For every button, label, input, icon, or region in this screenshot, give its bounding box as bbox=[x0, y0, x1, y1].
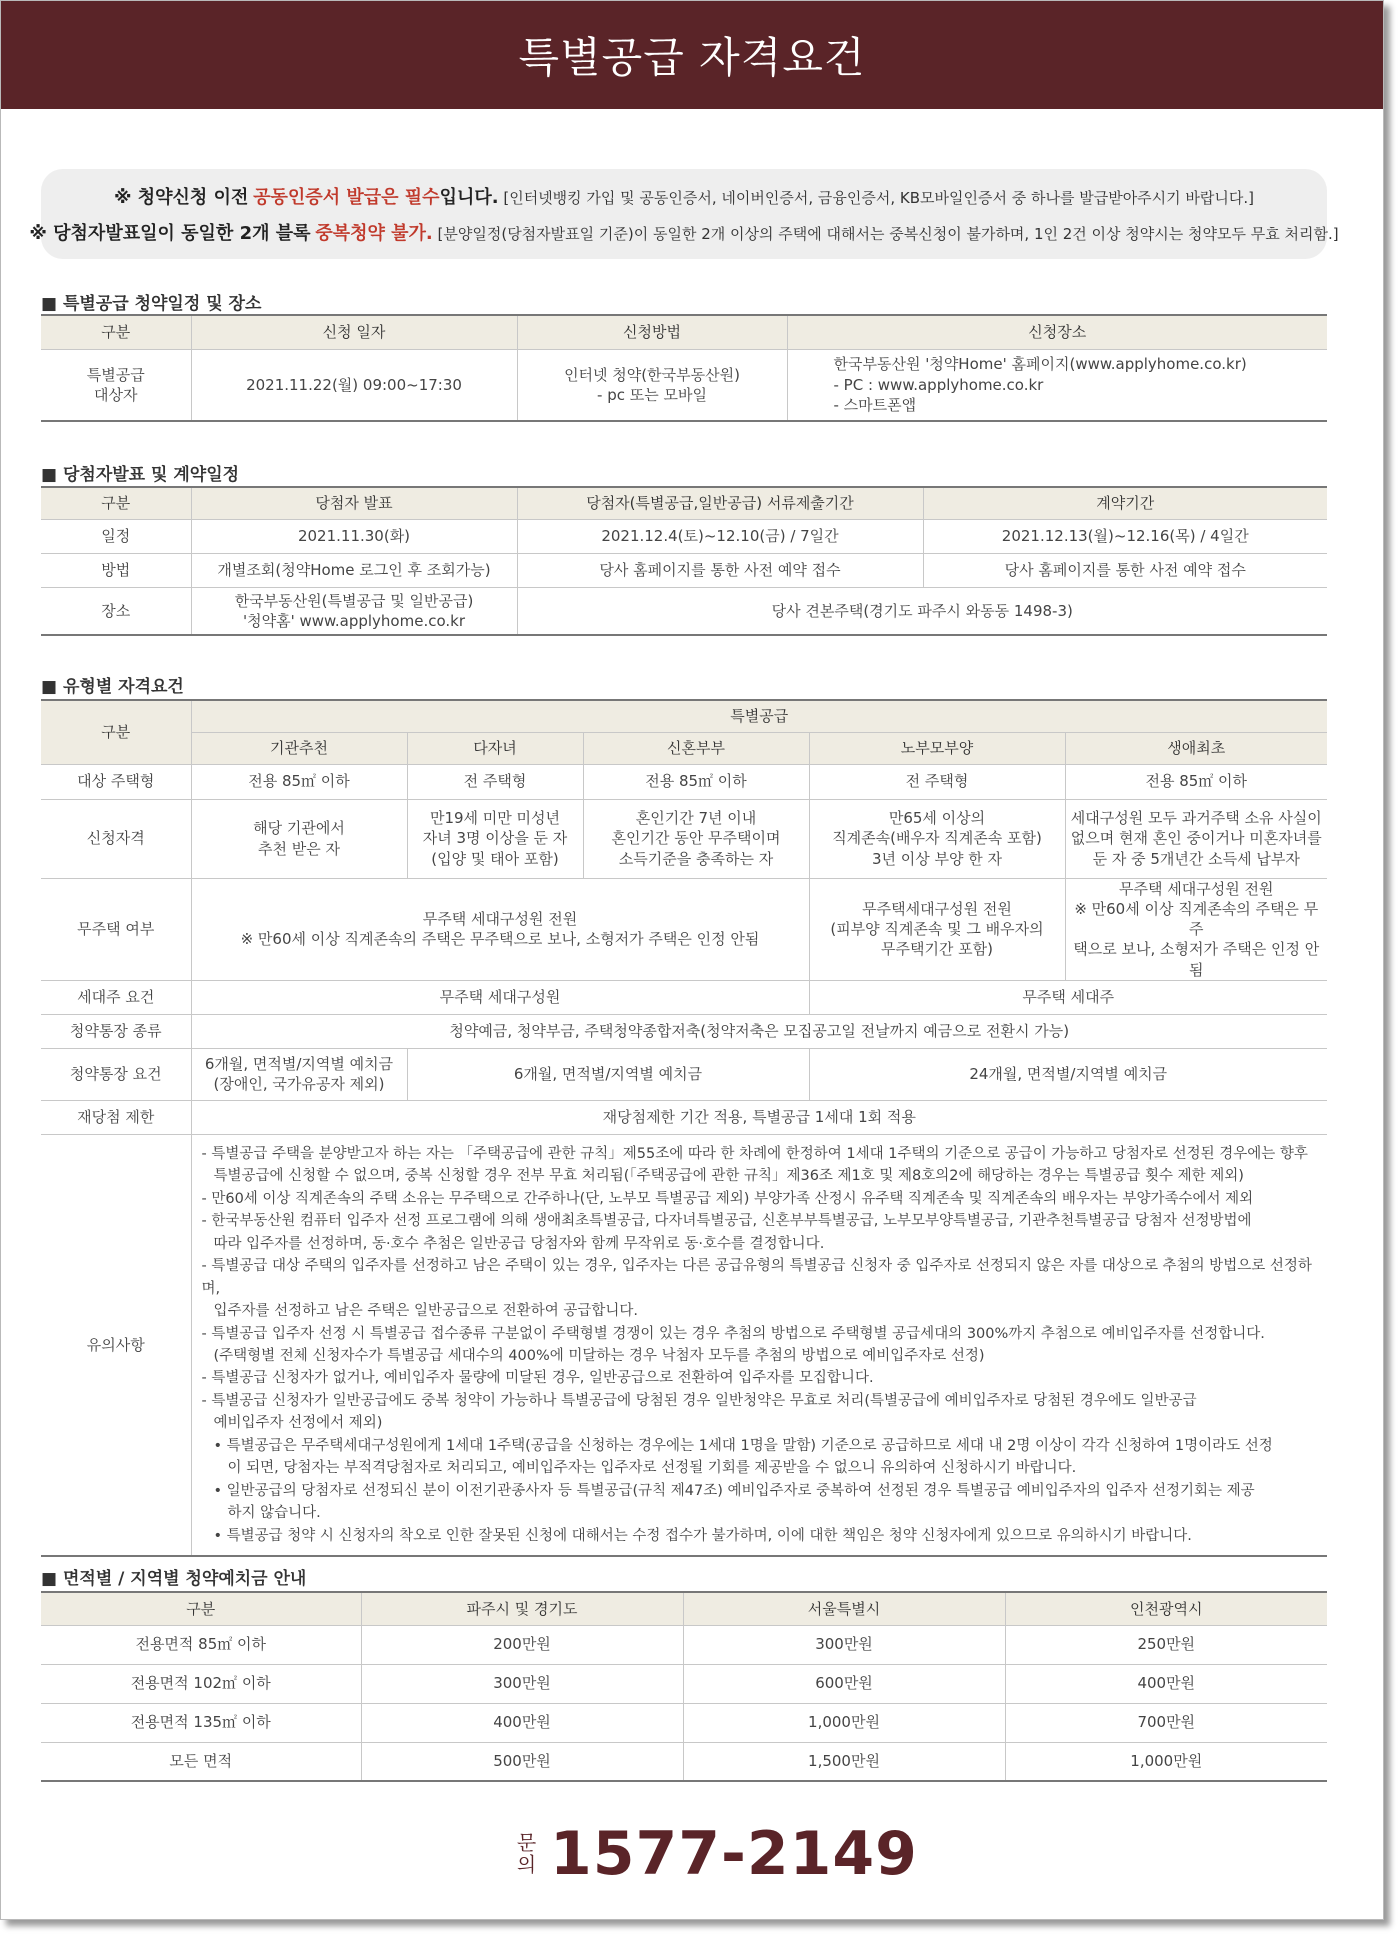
table-cell bbox=[191, 799, 407, 878]
row-label: 대상 주택형 bbox=[41, 764, 191, 799]
note-line: - 만60세 이상 직계존속의 주택 소유는 무주택으로 간주하나(단, 노부모 특별공급 제외) 부양가족 산정시 유주택 직계존속 및 직계존속의 배우자는 부양가족수에서 제외 bbox=[201, 1190, 1254, 1207]
row-label: 신청자격 bbox=[41, 799, 191, 878]
row-label: 방법 bbox=[41, 553, 191, 587]
table-cell: 재당첨제한 기간 적용, 특별공급 1세대 1회 적용 bbox=[191, 1100, 1327, 1134]
type-header: 생애최초 bbox=[1065, 732, 1327, 764]
table-cell: 1,500만원 bbox=[683, 1742, 1005, 1781]
note-line: - 특별공급 대상 주택의 입주자를 선정하고 남은 주택이 있는 경우, 입주자는 다른 공급유형의 특별공급 신청자 중 입주자로 선정되지 않은 자를 대상으로 추첨의 방법으로 선정하며, bbox=[201, 1258, 1312, 1297]
col-header: 인천광역시 bbox=[1005, 1592, 1327, 1625]
cell-line: ※ 만60세 이상 직계존속의 주택은 무주택으로 보나, 소형저가 주택은 인정 안됨 bbox=[240, 930, 760, 949]
notice-box bbox=[29, 169, 1339, 259]
table-cell: 당사 홈페이지를 통한 사전 예약 접수 bbox=[517, 553, 923, 587]
table-cell: 모든 면적 bbox=[41, 1742, 361, 1781]
cell-line: 3년 이상 부양 한 자 bbox=[871, 849, 1003, 868]
section-title-qualifications: ■ 유형별 자격요건 bbox=[41, 677, 184, 697]
place-line: - 스마트폰앱 bbox=[833, 395, 917, 414]
table-cell: 전용 85㎡ 이하 bbox=[1065, 764, 1327, 799]
type-header: 신혼부부 bbox=[583, 732, 809, 764]
row-label: 세대주 요건 bbox=[41, 980, 191, 1014]
table-cell bbox=[583, 799, 809, 878]
table-cell: 1,000만원 bbox=[683, 1703, 1005, 1742]
cell-line: (장애인, 국가유공자 제외) bbox=[213, 1075, 385, 1094]
notice-line-2 bbox=[29, 219, 1338, 245]
page-header bbox=[1, 1, 1383, 109]
row-label: 무주택 여부 bbox=[41, 878, 191, 980]
note-line: • 일반공급의 당첨자로 선정되신 분이 이전기관종사자 등 특별공급(규칙 제47조) 예비입주자로 중복하여 선정된 경우 특별공급 예비입주자의 입주자 선정기회는 제공 bbox=[213, 1482, 1255, 1499]
col-header: 서울특별시 bbox=[683, 1592, 1005, 1625]
cell-line: 무주택 세대구성원 전원 bbox=[422, 909, 578, 928]
table-cell: 청약예금, 청약부금, 주택청약종합저축(청약저축은 모집공고일 전날까지 예금으로 전환시 가능) bbox=[191, 1014, 1327, 1048]
note-line: - 특별공급 신청자가 없거나, 예비입주자 물량에 미달된 경우, 일반공급으로 전환하여 입주자를 모집합니다. bbox=[201, 1370, 874, 1387]
cell-line: (피부양 직계존속 및 그 배우자의 bbox=[830, 920, 1044, 938]
cell-line: 무주택기간 포함) bbox=[880, 940, 994, 959]
note-line: • 특별공급 청약 시 신청자의 착오로 인한 잘못된 신청에 대해서는 수정 접수가 불가하며, 이에 대한 책임은 청약 신청자에게 있으므로 유의하시기 바랍니다. bbox=[213, 1527, 1192, 1544]
table-cell bbox=[191, 587, 517, 635]
note-line: (주택형별 전체 신청자수가 특별공급 세대수의 400%에 미달하는 경우 낙첨자 모두를 추첨의 방법으로 예비입주자로 선정) bbox=[213, 1347, 985, 1364]
contact-label: 문의 bbox=[513, 1832, 537, 1876]
col-header: 신청 일자 bbox=[191, 315, 517, 349]
table-cell bbox=[191, 1048, 407, 1100]
notice-1-bold2: 입니다. bbox=[439, 187, 499, 208]
table-cell bbox=[1065, 878, 1327, 980]
col-header: 당첨자 발표 bbox=[191, 487, 517, 519]
winners-table bbox=[41, 486, 1327, 636]
col-header: 특별공급 bbox=[191, 700, 1327, 732]
notice-2-bold: ※ 당첨자발표일이 동일한 2개 블록 bbox=[29, 223, 311, 244]
row-label: 일정 bbox=[41, 519, 191, 553]
contact-block bbox=[511, 1819, 918, 1889]
table-cell bbox=[1065, 799, 1327, 878]
method-line: 인터넷 청약(한국부동산원) bbox=[564, 365, 740, 384]
contact-number[interactable]: 1577-2149 bbox=[550, 1819, 918, 1889]
table-cell: 전용 85㎡ 이하 bbox=[583, 764, 809, 799]
cell-line: 만65세 이상의 bbox=[888, 809, 986, 828]
table-cell: 개별조회(청약Home 로그인 후 조회가능) bbox=[191, 553, 517, 587]
apply-place bbox=[787, 349, 1327, 421]
table-cell: 당사 견본주택(경기도 파주시 와동동 1498-3) bbox=[517, 587, 1327, 635]
cell-line: (입양 및 태아 포함) bbox=[431, 849, 559, 868]
type-header: 다자녀 bbox=[407, 732, 583, 764]
notice-line-1 bbox=[114, 183, 1254, 209]
table-cell bbox=[191, 878, 809, 980]
place-line: 한국부동산원 '청약Home' 홈페이지(www.applyhome.co.kr) bbox=[833, 355, 1247, 374]
table-cell: 200만원 bbox=[361, 1625, 683, 1664]
cell-line: 둔 자 중 5개년간 소득세 납부자 bbox=[1092, 849, 1300, 868]
notice-1-red: 공동인증서 발급은 필수 bbox=[253, 187, 440, 208]
row-label: 재당첨 제한 bbox=[41, 1100, 191, 1134]
notes-cell bbox=[191, 1134, 1327, 1556]
cell-line: 소득기준을 충족하는 자 bbox=[618, 849, 774, 868]
method-line: - pc 또는 모바일 bbox=[597, 385, 707, 404]
cell-line: 세대구성원 모두 과거주택 소유 사실이 bbox=[1070, 809, 1322, 828]
col-header: 파주시 및 경기도 bbox=[361, 1592, 683, 1625]
table-cell: 2021.11.30(화) bbox=[191, 519, 517, 553]
table-cell: 전 주택형 bbox=[407, 764, 583, 799]
table-cell: 600만원 bbox=[683, 1664, 1005, 1703]
table-cell: 2021.12.4(토)~12.10(금) / 7일간 bbox=[517, 519, 923, 553]
col-header: 신청방법 bbox=[517, 315, 787, 349]
note-line: - 특별공급 신청자가 일반공급에도 중복 청약이 가능하나 특별공급에 당첨된 경우 일반청약은 무효로 처리(특별공급에 예비입주자로 당첨된 경우에도 일반공급 bbox=[201, 1392, 1197, 1409]
cell-line: 무주택 세대구성원 전원 bbox=[1119, 879, 1274, 898]
table-cell: 전용 85㎡ 이하 bbox=[191, 764, 407, 799]
col-header: 당첨자(특별공급,일반공급) 서류제출기간 bbox=[517, 487, 923, 519]
type-header: 노부모부양 bbox=[809, 732, 1065, 764]
notice-1-rest: [인터넷뱅킹 가입 및 공동인증서, 네이버인증서, 금융인증서, KB모바일인증서 중 하나를 발급받아주시기 바랍니다.] bbox=[503, 189, 1254, 207]
table-cell: 전용면적 102㎡ 이하 bbox=[41, 1664, 361, 1703]
deposit-table bbox=[41, 1591, 1327, 1782]
table-cell: 1,000만원 bbox=[1005, 1742, 1327, 1781]
row-label: 장소 bbox=[41, 587, 191, 635]
cell-line: 혼인기간 7년 이내 bbox=[635, 809, 757, 828]
page-title: 특별공급 자격요건 bbox=[518, 33, 866, 82]
table-cell: 무주택 세대주 bbox=[809, 980, 1327, 1014]
note-line: - 한국부동산원 컴퓨터 입주자 선정 프로그램에 의해 생애최초특별공급, 다자녀특별공급, 신혼부부특별공급, 노부모부양특별공급, 기관추천특별공급 당첨자 선정방법에 bbox=[201, 1213, 1252, 1230]
cell-line: 택으로 보나, 소형저가 주택은 인정 안됨 bbox=[1073, 940, 1320, 979]
table-cell: 6개월, 면적별/지역별 예치금 bbox=[407, 1048, 809, 1100]
note-line: 특별공급에 신청할 수 없으며, 중복 신청할 경우 전부 무효 처리됨(「주택공급에 관한 규칙」제36조 제1호 및 제8호의2에 해당하는 경우는 특별공급 횟수 제한 제외) bbox=[213, 1168, 1244, 1185]
cell-line: '청약홈' www.applyhome.co.kr bbox=[242, 611, 466, 630]
row-label: 유의사항 bbox=[41, 1134, 191, 1556]
cell-line: 없으며 현재 혼인 중이거나 미혼자녀를 bbox=[1070, 829, 1322, 848]
place-line: - PC : www.applyhome.co.kr bbox=[833, 375, 1044, 394]
row-label: 청약통장 요건 bbox=[41, 1048, 191, 1100]
note-line: - 특별공급 입주자 선정 시 특별공급 접수종류 구분없이 주택형별 경쟁이 있는 경우 추첨의 방법으로 주택형별 공급세대의 300%까지 추첨으로 예비입주자를 선정합니다. bbox=[201, 1325, 1265, 1342]
section-title-winners: ■ 당첨자발표 및 계약일정 bbox=[41, 465, 240, 485]
note-line: 예비입주자 선정에서 제외) bbox=[213, 1415, 383, 1432]
table-cell: 무주택 세대구성원 bbox=[191, 980, 809, 1014]
qualifications-table bbox=[41, 699, 1327, 1557]
note-line: 이 되면, 당첨자는 부적격당첨자로 처리되고, 예비입주자는 입주자로 선정될 기회를 제공받을 수 없으니 유의하여 신청하시기 바랍니다. bbox=[227, 1460, 1077, 1477]
table-cell: 300만원 bbox=[361, 1664, 683, 1703]
table-cell: 당사 홈페이지를 통한 사전 예약 접수 bbox=[923, 553, 1327, 587]
table-cell: 700만원 bbox=[1005, 1703, 1327, 1742]
col-header: 신청장소 bbox=[787, 315, 1327, 349]
cell-line: 6개월, 면적별/지역별 예치금 bbox=[204, 1055, 394, 1073]
table-cell: 24개월, 면적별/지역별 예치금 bbox=[809, 1048, 1327, 1100]
table-cell: 400만원 bbox=[361, 1703, 683, 1742]
row-label: 청약통장 종류 bbox=[41, 1014, 191, 1048]
table-cell: 전용면적 85㎡ 이하 bbox=[41, 1625, 361, 1664]
note-line: - 특별공급 주택을 분양받고자 하는 자는 「주택공급에 관한 규칙」제55조에 따라 한 차례에 한정하여 1세대 1주택의 기준으로 공급이 가능하고 당첨자로 선정된 경우에는 향후 bbox=[201, 1145, 1308, 1162]
table-cell: 2021.12.13(월)~12.16(목) / 4일간 bbox=[923, 519, 1327, 553]
type-header: 기관추천 bbox=[191, 732, 407, 764]
note-line: 따라 입주자를 선정하며, 동·호수 추첨은 일반공급 당첨자와 함께 무작위로 동·호수를 결정합니다. bbox=[213, 1235, 825, 1252]
section-title-schedule: ■ 특별공급 청약일정 및 장소 bbox=[41, 294, 262, 314]
row-label bbox=[41, 349, 191, 421]
cell-line: 무주택세대구성원 전원 bbox=[862, 899, 1012, 918]
table-cell: 전용면적 135㎡ 이하 bbox=[41, 1703, 361, 1742]
schedule-table bbox=[41, 314, 1327, 422]
table-cell: 250만원 bbox=[1005, 1625, 1327, 1664]
label-line: 대상자 bbox=[94, 385, 138, 404]
table-cell: 500만원 bbox=[361, 1742, 683, 1781]
cell-line: 자녀 3명 이상을 둔 자 bbox=[422, 829, 568, 848]
table-cell: 400만원 bbox=[1005, 1664, 1327, 1703]
col-header: 구분 bbox=[41, 315, 191, 349]
notice-2-red: 중복청약 불가. bbox=[315, 223, 433, 244]
table-cell bbox=[809, 799, 1065, 878]
apply-method bbox=[517, 349, 787, 421]
cell-line: ※ 만60세 이상 직계존속의 주택은 무주 bbox=[1074, 899, 1319, 938]
note-line: 하지 않습니다. bbox=[227, 1505, 321, 1522]
table-cell bbox=[407, 799, 583, 878]
section-title-deposit: ■ 면적별 / 지역별 청약예치금 안내 bbox=[41, 1569, 307, 1589]
cell-line: 직계존속(배우자 직계존속 포함) bbox=[832, 829, 1042, 848]
cell-line: 해당 기관에서 bbox=[253, 819, 345, 838]
apply-date: 2021.11.22(월) 09:00~17:30 bbox=[191, 349, 517, 421]
note-line: • 특별공급은 무주택세대구성원에게 1세대 1주택(공급을 신청하는 경우에는 1세대 1명을 말함) 기준으로 공급하므로 세대 내 2명 이상이 각각 신청하여 1명이라도 선정 bbox=[213, 1437, 1273, 1454]
notice-2-rest: [분양일정(당첨자발표일 기준)이 동일한 2개 이상의 주택에 대해서는 중복신청이 불가하며, 1인 2건 이상 청약시는 청약모두 무효 처리함.] bbox=[437, 225, 1339, 243]
cell-line: 만19세 미만 미성년 bbox=[429, 809, 561, 828]
table-cell: 300만원 bbox=[683, 1625, 1005, 1664]
col-header: 구분 bbox=[41, 487, 191, 519]
col-header: 계약기간 bbox=[923, 487, 1327, 519]
cell-line: 한국부동산원(특별공급 및 일반공급) bbox=[234, 591, 474, 610]
cell-line: 혼인기간 동안 무주택이며 bbox=[611, 829, 781, 848]
table-cell: 전 주택형 bbox=[809, 764, 1065, 799]
table-cell bbox=[809, 878, 1065, 980]
notice-1-bold: ※ 청약신청 이전 bbox=[113, 187, 249, 208]
col-header: 구분 bbox=[41, 1592, 361, 1625]
label-line: 특별공급 bbox=[86, 365, 145, 384]
cell-line: 추천 받은 자 bbox=[258, 839, 340, 858]
col-header: 구분 bbox=[41, 700, 191, 764]
note-line: 입주자를 선정하고 남은 주택은 일반공급으로 전환하여 공급합니다. bbox=[213, 1303, 638, 1320]
